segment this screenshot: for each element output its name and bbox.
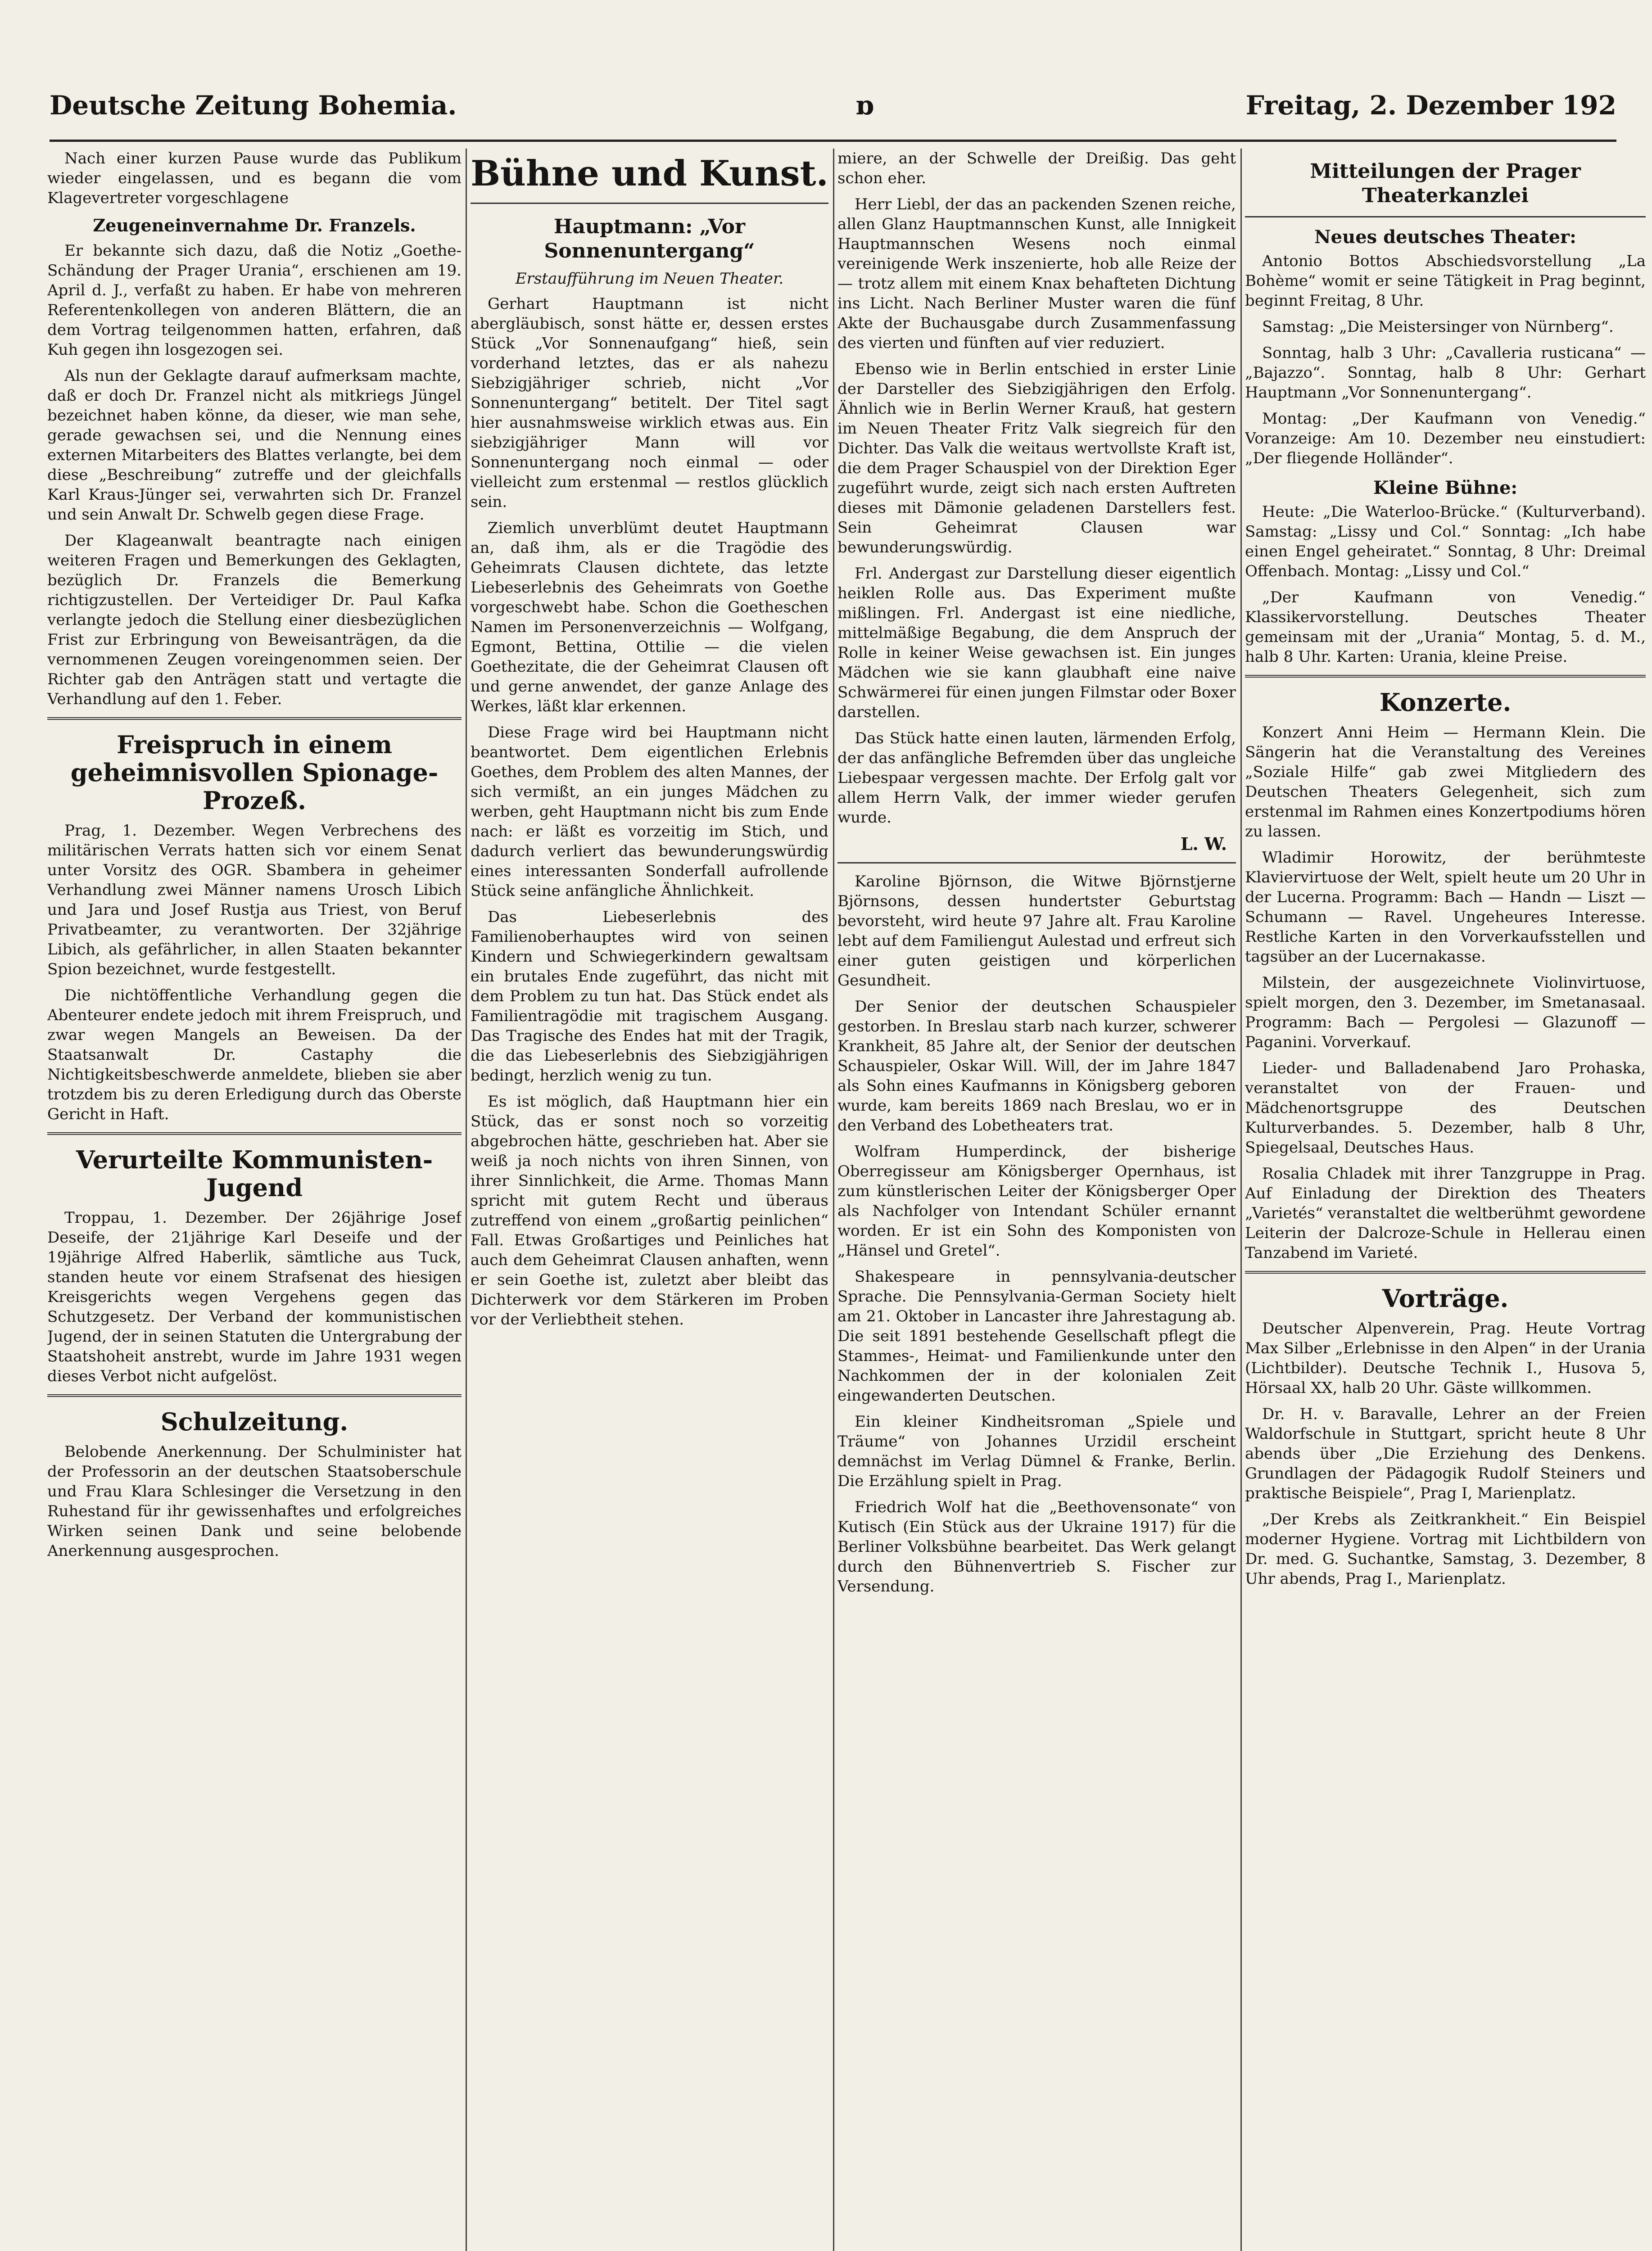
article-paragraph: Ebenso wie in Berlin entschied in erster Linie der Darsteller des Siebzigjährigen den Erfolg. Ähnlich wie in Berlin Werner Krauß, hat gestern im Neuen Theater Fritz Valk siegreich für den Dichter. Das Valk die weitaus wertvollste Kraft ist, die dem Prager Schauspiel von der Direktion Eger zugeführt wurde, zeigt sich nach ersten Auftreten dieses mit Dämonie geladenen Darstellers fest. Sein Geheimrat Clausen war bewunderungswürdig. xyxy=(837,360,1236,556)
article-paragraph: Nach einer kurzen Pause wurde das Publikum wieder eingelassen, und es begann die vom Klagevertreter vorgeschlagene xyxy=(47,149,462,207)
column-divider xyxy=(833,149,834,2251)
article-paragraph: Herr Liebl, der das an packenden Szenen reiche, allen Glanz Hauptmannschen Kunst, alle Innigkeit Hauptmannschen Wesens noch einmal vereinigende Werk inszenierte, hob alle Reize der — trotz allem mit einem Knax behafteten Dichtung ins Licht. Nach Berliner Muster waren die fünf Akte der Buchausgabe durch Zusammenfassung des vierten und fünften auf vier reduziert. xyxy=(837,195,1236,352)
section-divider xyxy=(471,203,828,204)
headline: Freispruch in einem geheimnisvollen Spionage-Prozeß. xyxy=(70,730,439,815)
article-paragraph: Frl. Andergast zur Darstellung dieser eigentlich heiklen Rolle aus. Das Experiment mußte mißlingen. Frl. Andergast ist eine niedliche, mittelmäßige Begabung, die dem Anspruch der Rolle in keiner Weise gewachsen ist. Ein junges Mädchen wie sie kann glaubhaft eine naive Schwärmerei für einen jungen Filmstar oder Boxer darstellen. xyxy=(837,565,1236,721)
section-divider xyxy=(47,717,462,720)
column-4 xyxy=(1245,149,1646,2251)
lecture-notice: Dr. H. v. Baravalle, Lehrer an der Freien Waldorfschule in Stuttgart, spricht heute 8 Uhr abends über „Die Erziehung des Denkens. Grundlagen der Pädagogik Rudolf Steiners und praktische Beispiele“, Prag I, Marienplatz. xyxy=(1245,1405,1646,1502)
news-item: Friedrich Wolf hat die „Beethovensonate“ von Kutisch (Ein Stück aus der Ukraine 1917) für die Berliner Volksbühne bearbeitet. Das Werk gelangt durch den Bühnenvertrieb S. Fischer zur Versendung. xyxy=(837,1498,1236,1596)
section-divider xyxy=(1245,1271,1646,1274)
masthead xyxy=(50,81,1616,142)
theater-notice: Samstag: „Die Meistersinger von Nürnberg“. xyxy=(1262,318,1614,336)
article-paragraph: Der Klageanwalt beantragte nach einigen weiteren Fragen und Bemerkungen des Geklagten, bezüglich Dr. Franzels die Bemerkung richtigzustellen. Der Verteidiger Dr. Paul Kafka verlangte jedoch die Stellung einer diesbezüglichen Frist zur Erbringung von Beweisanträgen, da die vernommenen Zeugen voreingenommen seien. Der Richter gab den Anträgen statt und vertagte die Verhandlung auf den 1. Feber. xyxy=(47,532,462,708)
concert-notice: Milstein, der ausgezeichnete Violinvirtuose, spielt morgen, den 3. Dezember, im Smetanasaal. Programm: Bach — Pergolesi — Glazunoff — Paganini. Vorverkauf. xyxy=(1245,974,1646,1051)
article-paragraph: Troppau, 1. Dezember. Der 26jährige Josef Deseife, der 21jährige Karl Deseife und der 19jährige Alfred Haberlik, sämtliche aus Tuck, standen heute vor einem Strafsenat des hiesigen Kreisgerichts wegen Vergehens gegen das Schutzgesetz. Der Verband der kommunistischen Jugend, der in seinen Statuten die Untergrabung der Staatshoheit anstrebt, wurde im Jahre 1931 wegen dieses Verbot nicht aufgelöst. xyxy=(47,1209,462,1385)
masthead-date: Freitag, 2. Dezember 192 xyxy=(1245,90,1616,121)
section-divider xyxy=(837,862,1236,863)
theater-heading: Kleine Bühne: xyxy=(1373,477,1518,498)
section-heading: Konzerte. xyxy=(1379,688,1512,717)
concert-notice: Konzert Anni Heim — Hermann Klein. Die Sängerin hat die Veranstaltung des Vereines „Soziale Hilfe“ gab zwei Mitgliedern des Deutschen Theaters Gelegenheit, sich zum erstenmal im Rahmen eines Konzertpodiums hören zu lassen. xyxy=(1245,723,1646,841)
section-divider xyxy=(1245,216,1646,217)
column-1 xyxy=(47,149,462,2251)
news-item: Der Senior der deutschen Schauspieler gestorben. In Breslau starb nach kurzer, schwerer Krankheit, 85 Jahre alt, der Senior der deutschen Schauspieler, Oskar Will. Will, der im Jahre 1847 als Sohn eines Kaufmanns in Königsberg geboren wurde, kam bereits 1869 nach Breslau, wo er in den Verband des Lobetheaters trat. xyxy=(837,998,1236,1135)
theater-notice: Heute: „Die Waterloo-Brücke.“ (Kulturverband). Samstag: „Lissy und Col.“ Sonntag: „Ich habe einen Engel geheiratet.“ Sonntag, 8 Uhr: Dreimal Offenbach. Montag: „Lissy und Col.“ xyxy=(1245,503,1646,580)
author-signature: L. W. xyxy=(1180,834,1227,854)
article-paragraph: Es ist möglich, daß Hauptmann hier ein Stück, das er sonst noch so vorzeitig abgebrochen hätte, geschrieben hat. Aber sie weiß ja noch nichts von ihren Sinnen, von ihrer Sinnlichkeit, die Arme. Thomas Mann spricht mit gutem Recht und überaus zutreffend von einem „großartig peinlichen“ Fall. Etwas Großartiges und Peinliches hat auch dem Geheimrat Clausen anhaften, wenn er sein Goethe ist, zuletzt aber bleibt das Dichterwerk vor dem Stärkeren im Proben vor der Verliebtheit stehen. xyxy=(471,1093,828,1329)
section-divider xyxy=(47,1394,462,1397)
news-item: Shakespeare in pennsylvania-deutscher Sprache. Die Pennsylvania-German Society hielt am 21. Oktober in Lancaster ihre Jahrestagung ab. Die seit 1891 bestehende Gesellschaft pflegt die Stammes-, Heimat- und Familienkunde unter den Nachkommen der in der kolonialen Zeit eingewanderten Deutschen. xyxy=(837,1268,1236,1405)
headline: Verurteilte Kommunisten-Jugend xyxy=(76,1145,433,1202)
section-heading: Schulzeitung. xyxy=(160,1407,349,1436)
theater-notice: Montag: „Der Kaufmann von Venedig.“ Voranzeige: Am 10. Dezember neu einstudiert: „Der fliegende Holländer“. xyxy=(1245,410,1646,467)
concert-notice: Wladimir Horowitz, der berühmteste Klaviervirtuose der Welt, spielt heute um 20 Uhr in der Lucerna. Programm: Bach — Handn — Liszt — Schumann — Ravel. Ungeheures Interesse. Restliche Karten in den Vorverkaufsstellen und tagsüber an der Lucernakasse. xyxy=(1245,849,1646,966)
lecture-notice: „Der Krebs als Zeitkrankheit.“ Ein Beispiel moderner Hygiene. Vortrag mit Lichtbildern von Dr. med. G. Suchantke, Samstag, 3. Dezember, 8 Uhr abends, Prag I., Marienplatz. xyxy=(1245,1510,1646,1588)
column-3 xyxy=(837,149,1236,2251)
article-paragraph: Die nichtöffentliche Verhandlung gegen die Abenteurer endete jedoch mit ihrem Freispruch, und zwar wegen Mangels an Beweisen. Da der Staatsanwalt Dr. Castaphy die Nichtigkeitsbeschwerde anmeldete, blieben sie aber trotzdem bis zu deren Erledigung durch das Oberste Gericht in Haft. xyxy=(47,986,462,1123)
article-paragraph: miere, an der Schwelle der Dreißig. Das geht schon eher. xyxy=(837,149,1236,187)
section-divider xyxy=(47,1132,462,1135)
theater-notice: Antonio Bottos Abschiedsvorstellung „La Bohème“ womit er seine Tätigkeit in Prag beginnt, beginnt Freitag, 8 Uhr. xyxy=(1245,252,1646,310)
article-paragraph: Belobende Anerkennung. Der Schulminister hat der Professorin an der deutschen Staatsoberschule und Frau Klara Schlesinger die Versetzung in den Ruhestand für ihr gewissenhaftes und erfolgreiches Wirken seinen Dank und seine belobende Anerkennung ausgesprochen. xyxy=(47,1443,462,1560)
article-paragraph: Das Stück hatte einen lauten, lärmenden Erfolg, der das anfängliche Befremden über das ungleiche Liebespaar vergessen machte. Der Erfolg galt vor allem Herrn Valk, der immer wieder gerufen wurde. xyxy=(837,729,1236,827)
column-2 xyxy=(471,149,828,2251)
section-title: Mitteilungen der Prager Theaterkanzlei xyxy=(1310,160,1581,207)
masthead-title: Deutsche Zeitung Bohemia. xyxy=(50,90,457,121)
concert-notice: Lieder- und Balladenabend Jaro Prohaska, veranstaltet von der Frauen- und Mädchenortsgruppe des Deutschen Kulturverbandes. 5. Dezember, halb 8 Uhr, Spiegelsaal, Deutsches Haus. xyxy=(1245,1059,1646,1157)
lecture-notice: Deutscher Alpenverein, Prag. Heute Vortrag Max Silber „Erlebnisse in den Alpen“ in der Urania (Lichtbilder). Deutsche Technik I., Husova 5, Hörsaal XX, halb 20 Uhr. Gäste willkommen. xyxy=(1245,1320,1646,1397)
article-paragraph: Prag, 1. Dezember. Wegen Verbrechens des militärischen Verrats hatten sich vor einem Senat unter Vorsitz des OGR. Sbambera in geheimer Verhandlung zwei Männer namens Urosch Libich und Jara und Josef Rustja aus Triest, von Beruf Privatbeamter, zu verantworten. Der 32jährige Libich, als gefährlicher, in allen Staaten bekannter Spion bezeichnet, wurde festgestellt. xyxy=(47,822,462,978)
article-paragraph: Ziemlich unverblümt deutet Hauptmann an, daß ihm, als er die Tragödie des Geheimrats Clausen dichtete, das letzte Liebeserlebnis des Geheimrats von Goethe vorgeschwebt habe. Schon die Goetheschen Namen im Personenverzeichnis — Wolfgang, Egmont, Bettina, Ottilie — die vielen Goethezitate, die der Geheimrat Clausen oft und gerne anwendet, der ganze Anlage des Werkes, läßt klar erkennen. xyxy=(471,519,828,715)
news-item: Wolfram Humperdinck, der bisherige Oberregisseur am Königsberger Opernhaus, ist zum künstlerischen Leiter der Königsberger Oper als Nachfolger von Intendant Schüler ernannt worden. Er ist ein Sohn des Komponisten von „Hänsel und Gretel“. xyxy=(837,1143,1236,1260)
article-paragraph: Gerhart Hauptmann ist nicht abergläubisch, sonst hätte er, dessen erstes Stück „Vor Sonnenaufgang“ hieß, sein vorderhand letztes, das er als nahezu Siebzigjähriger schrieb, nicht „Vor Sonnenuntergang“ betitelt. Der Titel sagt hier ausnahmsweise wirklich etwas aus. Ein siebzigjähriger Mann will vor Sonnenuntergang noch einmal — oder vielleicht zum erstenmal — restlos glücklich sein. xyxy=(471,295,828,511)
theater-heading: Neues deutsches Theater: xyxy=(1314,226,1576,248)
column-divider xyxy=(466,149,467,2251)
section-divider xyxy=(1245,675,1646,678)
news-item: Karoline Björnson, die Witwe Björnstjerne Björnsons, dessen hundertster Geburtstag bevorsteht, wird heute 97 Jahre alt. Frau Karoline lebt auf dem Familiengut Aulestad und erfreut sich einer guten geistigen und körperlichen Gesundheit. xyxy=(837,872,1236,990)
kicker: Erstaufführung im Neuen Theater. xyxy=(515,270,784,288)
section-heading: Vorträge. xyxy=(1382,1284,1509,1313)
concert-notice: Rosalia Chladek mit ihrer Tanzgruppe in Prag. Auf Einladung der Direktion des Theaters „Varietés“ veranstaltet die weltberühmt gewordene Leiterin der Dalcroze-Schule in Hellerau einen Tanzabend im Varieté. xyxy=(1245,1165,1646,1262)
article-paragraph: Als nun der Geklagte darauf aufmerksam machte, daß er doch Dr. Franzel nicht als mitkriegs Jüngel bezeichnet haben könne, da dieser, wie man sehe, gerade gewachsen sei, und die Nennung eines externen Mitarbeiters des Blattes verlangte, bei dem diese „Beschreibung“ zutreffe und der gleichfalls Karl Kraus-Jünger sei, verwahrten sich Dr. Franzel und sein Anwalt Dr. Schwelb gegen diese Frage. xyxy=(47,367,462,524)
column-divider xyxy=(1240,149,1242,2251)
theater-notice: „Der Kaufmann von Venedig.“ Klassikervorstellung. Deutsches Theater gemeinsam mit der „Urania“ Montag, 5. d. M., halb 8 Uhr. Karten: Urania, kleine Preise. xyxy=(1245,588,1646,666)
article-paragraph: Er bekannte sich dazu, daß die Notiz „Goethe-Schändung der Prager Urania“, erschienen am 19. April d. J., verfaßt zu haben. Er habe von mehreren Referentenkollegen von anderen Blättern, die an dem Vortrag teilgenommen hatten, erfahren, daß Kuh gegen ihn losgezogen sei. xyxy=(47,242,462,359)
news-item: Ein kleiner Kindheitsroman „Spiele und Träume“ von Johannes Urzidil erscheint demnächst im Verlag Dümnel & Franke, Berlin. Die Erzählung spielt in Prag. xyxy=(837,1413,1236,1490)
headline: Hauptmann: „Vor Sonnenuntergang“ xyxy=(544,215,755,262)
article-paragraph: Diese Frage wird bei Hauptmann nicht beantwortet. Dem eigentlichen Erlebnis Goethes, dem Problem des alten Mannes, der sich vermißt, an ein junges Mädchen zu werben, geht Hauptmann nicht bis zum Ende nach: er läßt es vorzeitig im Stich, und dadurch verliert das bewunderungswürdig eines interessanten Sonderfall aufrollende Stück seine anfängliche Ähnlichkeit. xyxy=(471,723,828,900)
article-paragraph: Das Liebeserlebnis des Familienoberhauptes wird von seinen Kindern und Schwiegerkindern gewaltsam ein brutales Ende zugeführt, das nicht mit dem Problem zu tun hat. Das Stück endet als Familientragödie mit tragischem Ausgang. Das Tragische des Endes hat mit der Tragik, die das Liebeserlebnis des Siebzigjährigen bedingt, herzlich wenig zu tun. xyxy=(471,908,828,1085)
page-mark: ɒ xyxy=(855,90,874,121)
section-title: Bühne und Kunst. xyxy=(471,153,828,194)
theater-notice: Sonntag, halb 3 Uhr: „Cavalleria rusticana“ — „Bajazzo“. Sonntag, halb 8 Uhr: Gerhart Hauptmann „Vor Sonnenuntergang“. xyxy=(1245,344,1646,402)
section-subheading: Zeugeneinvernahme Dr. Franzels. xyxy=(93,215,416,235)
